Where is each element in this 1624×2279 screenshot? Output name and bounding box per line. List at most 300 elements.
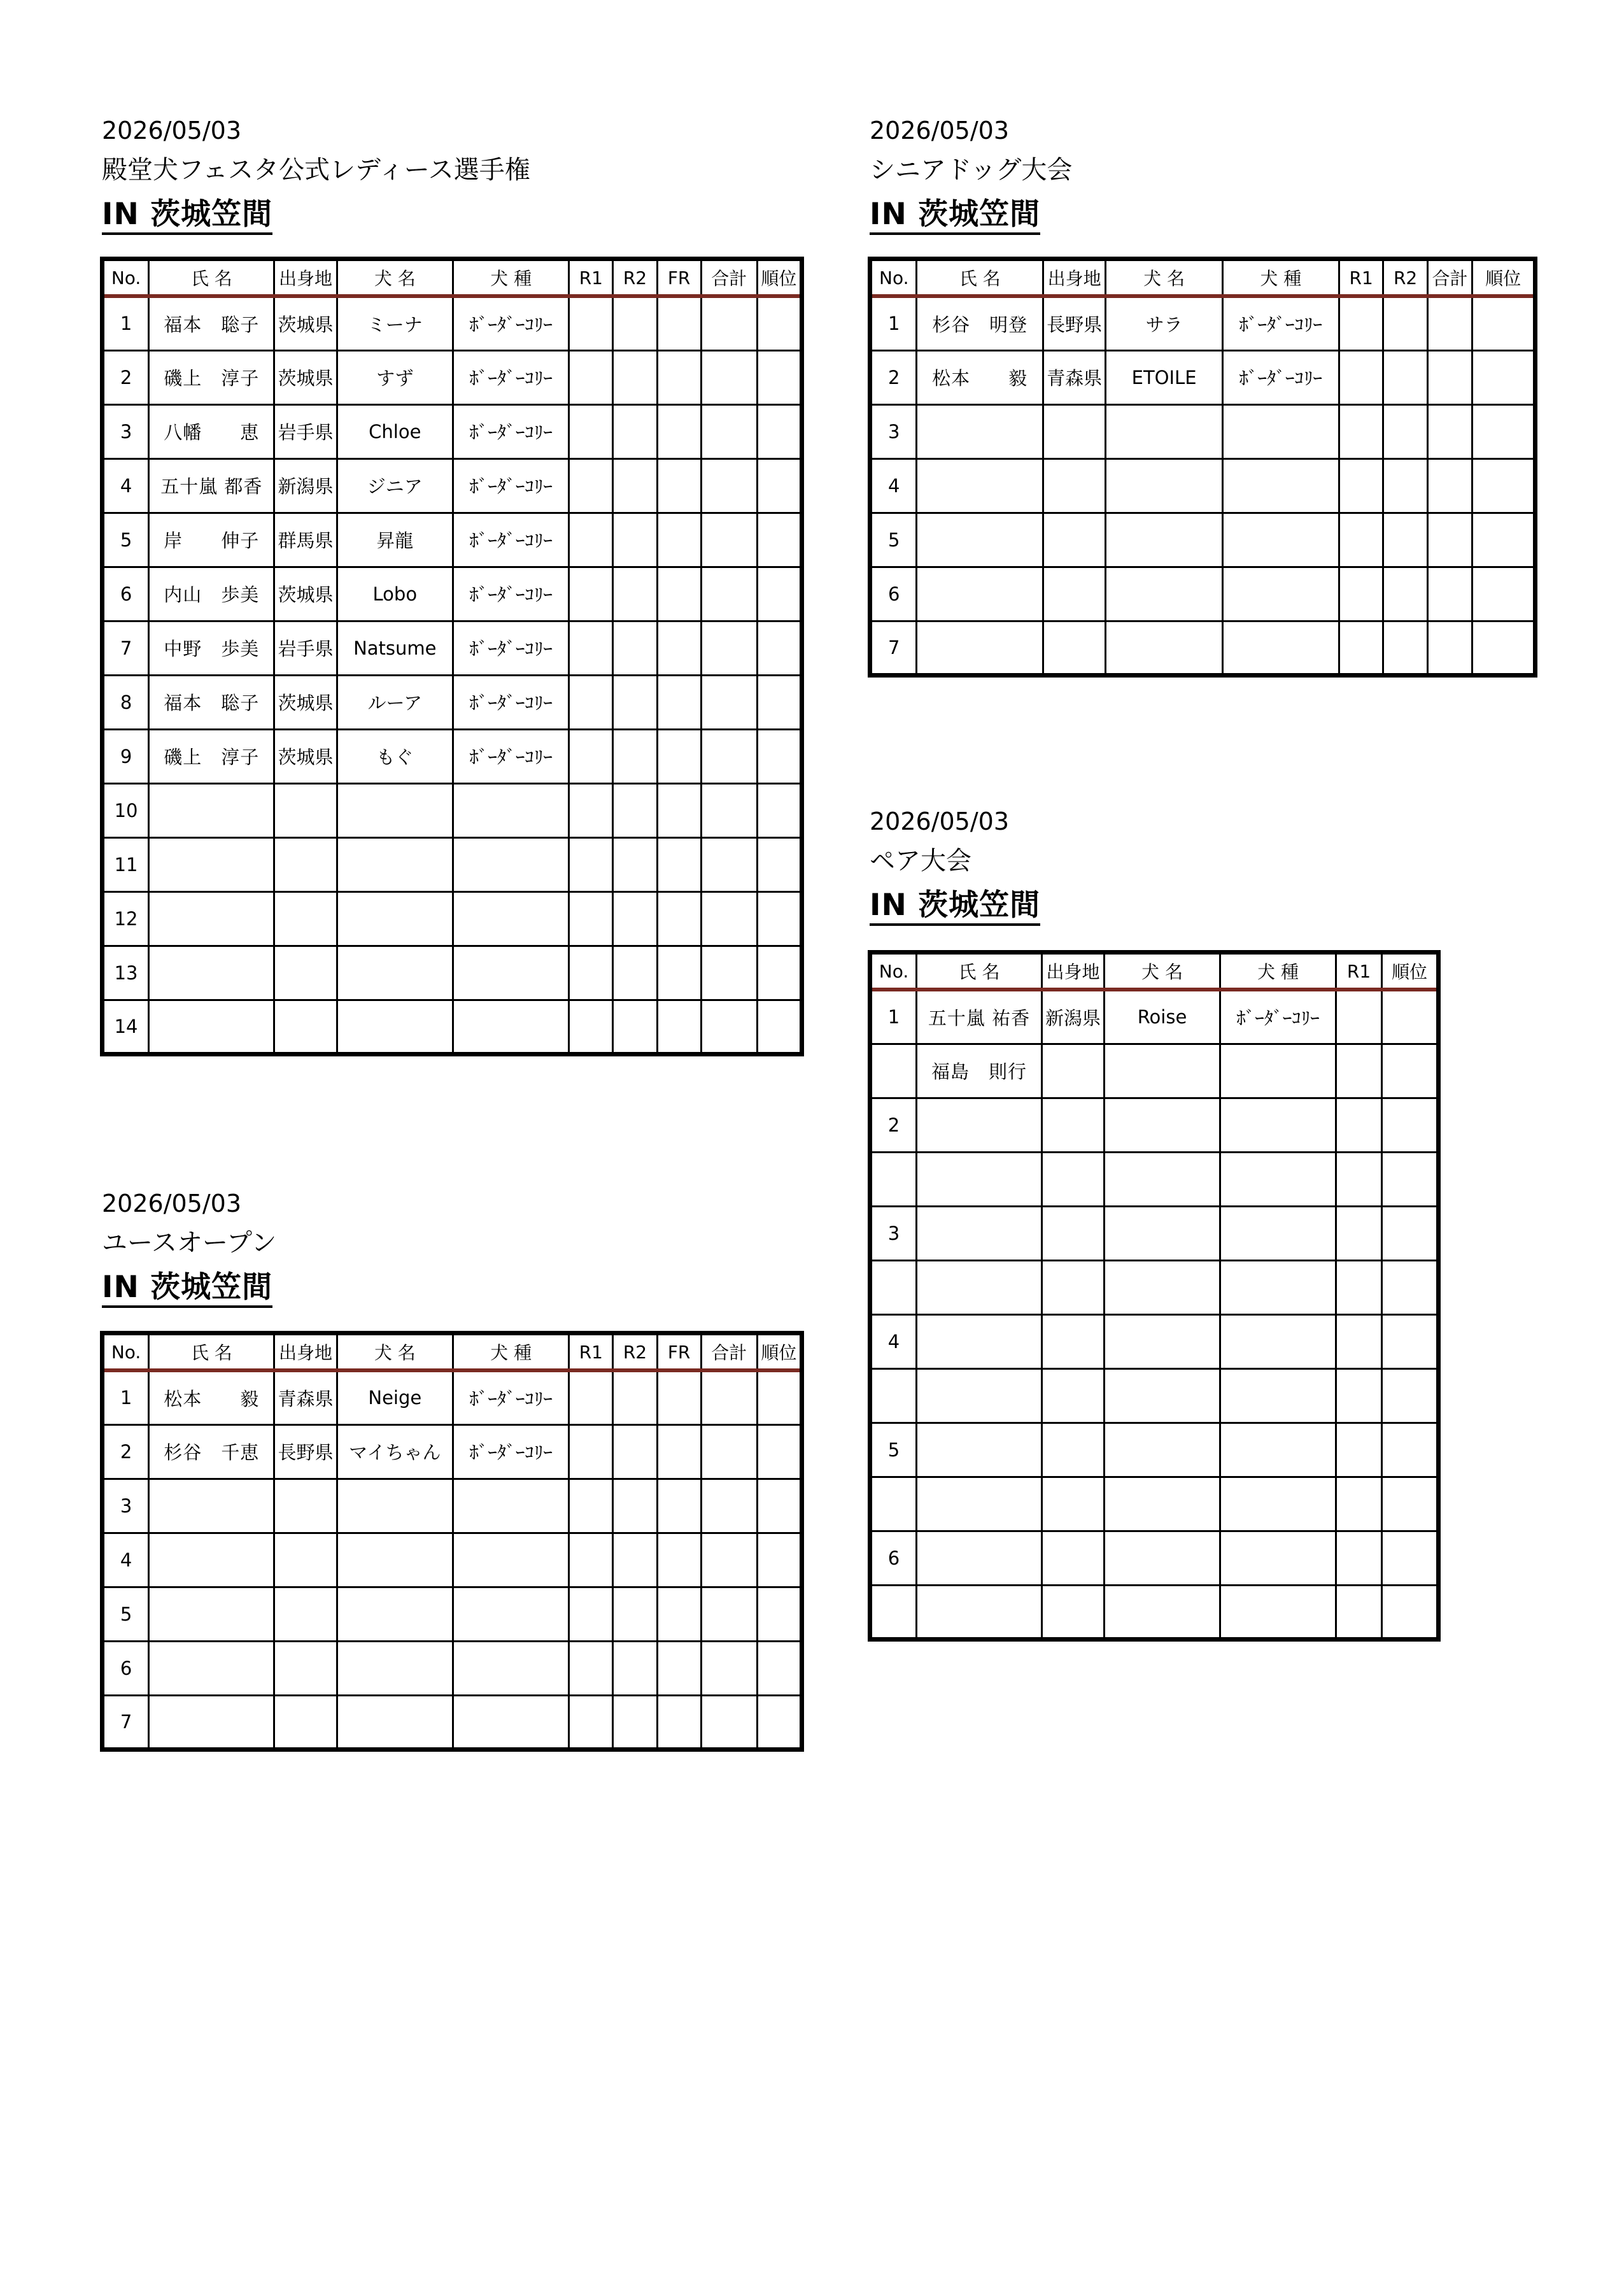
entry-breed[interactable]: ﾎﾞｰﾀﾞｰｺﾘｰ bbox=[453, 1370, 568, 1424]
entry-name[interactable]: 五十嵐 祐香 bbox=[917, 990, 1042, 1044]
entry-dog[interactable] bbox=[1105, 1531, 1220, 1585]
score-cell-fr[interactable] bbox=[657, 621, 701, 675]
score-cell-r1[interactable] bbox=[1339, 567, 1383, 621]
entry-name[interactable] bbox=[149, 946, 274, 1000]
entry-dog[interactable]: Lobo bbox=[337, 567, 453, 621]
entry-breed[interactable] bbox=[1220, 1152, 1336, 1206]
entry-dog[interactable] bbox=[1106, 567, 1222, 621]
score-cell-r2[interactable] bbox=[1383, 567, 1427, 621]
score-cell-r2[interactable] bbox=[1383, 621, 1427, 675]
score-cell-r2[interactable] bbox=[613, 567, 657, 621]
score-cell-rank[interactable] bbox=[757, 837, 801, 891]
entry-number[interactable]: 4 bbox=[102, 458, 149, 513]
entry-name[interactable] bbox=[917, 1368, 1042, 1423]
entry-dog[interactable] bbox=[1105, 1206, 1220, 1260]
score-cell-fr[interactable] bbox=[657, 1641, 701, 1695]
entry-dog[interactable]: ルーア bbox=[337, 675, 453, 729]
score-cell-r1[interactable] bbox=[569, 1424, 613, 1479]
entry-number[interactable] bbox=[870, 1368, 917, 1423]
score-cell-r2[interactable] bbox=[1383, 513, 1427, 567]
score-cell-rank[interactable] bbox=[1472, 458, 1536, 513]
entry-dog[interactable]: サラ bbox=[1106, 296, 1222, 350]
entry-name[interactable]: 磯上 淳子 bbox=[149, 729, 274, 783]
entry-breed[interactable] bbox=[453, 783, 568, 837]
entry-name[interactable] bbox=[917, 1531, 1042, 1585]
score-cell-r1[interactable] bbox=[1339, 458, 1383, 513]
entry-name[interactable] bbox=[149, 1479, 274, 1533]
entry-breed[interactable] bbox=[1220, 1423, 1336, 1477]
entry-breed[interactable] bbox=[453, 1479, 568, 1533]
score-cell-total[interactable] bbox=[1427, 567, 1472, 621]
score-cell-r1[interactable] bbox=[1336, 1152, 1382, 1206]
score-cell-r2[interactable] bbox=[613, 296, 657, 350]
entry-name[interactable]: 松本 毅 bbox=[149, 1370, 274, 1424]
entry-dog[interactable] bbox=[337, 1641, 453, 1695]
entry-origin[interactable]: 茨城県 bbox=[274, 350, 337, 404]
score-cell-rank[interactable] bbox=[757, 1587, 801, 1641]
score-cell-rank[interactable] bbox=[1472, 567, 1536, 621]
score-cell-r1[interactable] bbox=[1336, 1477, 1382, 1531]
score-cell-rank[interactable] bbox=[1382, 1477, 1439, 1531]
entry-origin[interactable] bbox=[274, 837, 337, 891]
entry-dog[interactable] bbox=[337, 1695, 453, 1749]
entry-origin[interactable]: 岩手県 bbox=[274, 621, 337, 675]
score-cell-r1[interactable] bbox=[569, 1533, 613, 1587]
entry-dog[interactable]: ジニア bbox=[337, 458, 453, 513]
entry-dog[interactable] bbox=[337, 1479, 453, 1533]
entry-origin[interactable]: 青森県 bbox=[1043, 350, 1106, 404]
entry-breed[interactable] bbox=[1220, 1206, 1336, 1260]
entry-number[interactable]: 7 bbox=[102, 1695, 149, 1749]
entry-origin[interactable] bbox=[274, 1533, 337, 1587]
score-cell-rank[interactable] bbox=[757, 513, 801, 567]
score-cell-rank[interactable] bbox=[757, 567, 801, 621]
entry-number[interactable]: 7 bbox=[870, 621, 917, 675]
entry-number[interactable]: 1 bbox=[870, 296, 917, 350]
score-cell-total[interactable] bbox=[701, 1370, 757, 1424]
entry-breed[interactable] bbox=[1220, 1585, 1336, 1639]
score-cell-total[interactable] bbox=[701, 729, 757, 783]
score-cell-r1[interactable] bbox=[1336, 990, 1382, 1044]
entry-number[interactable]: 1 bbox=[870, 990, 917, 1044]
score-cell-r1[interactable] bbox=[569, 1587, 613, 1641]
entry-dog[interactable] bbox=[337, 1587, 453, 1641]
score-cell-fr[interactable] bbox=[657, 891, 701, 946]
entry-origin[interactable]: 群馬県 bbox=[274, 513, 337, 567]
entry-number[interactable]: 9 bbox=[102, 729, 149, 783]
entry-dog[interactable]: Chloe bbox=[337, 404, 453, 458]
entry-dog[interactable] bbox=[1105, 1477, 1220, 1531]
entry-breed[interactable] bbox=[1220, 1368, 1336, 1423]
score-cell-r1[interactable] bbox=[1336, 1206, 1382, 1260]
score-cell-r1[interactable] bbox=[1336, 1044, 1382, 1098]
entry-number[interactable]: 13 bbox=[102, 946, 149, 1000]
entry-breed[interactable] bbox=[1222, 458, 1339, 513]
score-cell-r1[interactable] bbox=[1336, 1314, 1382, 1368]
score-cell-r1[interactable] bbox=[569, 296, 613, 350]
entry-number[interactable] bbox=[870, 1260, 917, 1314]
score-cell-fr[interactable] bbox=[657, 1370, 701, 1424]
entry-name[interactable] bbox=[149, 783, 274, 837]
score-cell-fr[interactable] bbox=[657, 458, 701, 513]
score-cell-fr[interactable] bbox=[657, 1695, 701, 1749]
entry-name[interactable] bbox=[917, 1260, 1042, 1314]
entry-origin[interactable] bbox=[274, 1641, 337, 1695]
entry-name[interactable] bbox=[917, 1423, 1042, 1477]
entry-name[interactable] bbox=[917, 1098, 1042, 1152]
score-cell-r1[interactable] bbox=[569, 404, 613, 458]
entry-origin[interactable]: 長野県 bbox=[274, 1424, 337, 1479]
entry-number[interactable]: 5 bbox=[102, 1587, 149, 1641]
score-cell-rank[interactable] bbox=[757, 675, 801, 729]
entry-name[interactable]: 八幡 恵 bbox=[149, 404, 274, 458]
entry-origin[interactable] bbox=[274, 1000, 337, 1054]
entry-dog[interactable] bbox=[1105, 1423, 1220, 1477]
entry-dog[interactable] bbox=[1105, 1098, 1220, 1152]
score-cell-rank[interactable] bbox=[1382, 990, 1439, 1044]
score-cell-r2[interactable] bbox=[613, 1000, 657, 1054]
score-cell-fr[interactable] bbox=[657, 783, 701, 837]
entry-number[interactable]: 3 bbox=[870, 404, 917, 458]
score-cell-r2[interactable] bbox=[613, 350, 657, 404]
score-cell-fr[interactable] bbox=[657, 350, 701, 404]
score-cell-r1[interactable] bbox=[569, 1641, 613, 1695]
entry-dog[interactable]: Roise bbox=[1105, 990, 1220, 1044]
entry-breed[interactable]: ﾎﾞｰﾀﾞｰｺﾘｰ bbox=[453, 404, 568, 458]
entry-origin[interactable] bbox=[1042, 1152, 1105, 1206]
entry-number[interactable]: 5 bbox=[870, 513, 917, 567]
entry-dog[interactable] bbox=[337, 837, 453, 891]
score-cell-r1[interactable] bbox=[1336, 1098, 1382, 1152]
entry-dog[interactable] bbox=[1105, 1044, 1220, 1098]
entry-breed[interactable] bbox=[1220, 1477, 1336, 1531]
entry-breed[interactable]: ﾎﾞｰﾀﾞｰｺﾘｰ bbox=[1222, 350, 1339, 404]
entry-breed[interactable] bbox=[453, 1533, 568, 1587]
score-cell-r2[interactable] bbox=[613, 1695, 657, 1749]
score-cell-rank[interactable] bbox=[1472, 404, 1536, 458]
entry-number[interactable] bbox=[870, 1477, 917, 1531]
entry-origin[interactable]: 新潟県 bbox=[274, 458, 337, 513]
entry-name[interactable]: 岸 伸子 bbox=[149, 513, 274, 567]
entry-number[interactable] bbox=[870, 1585, 917, 1639]
entry-breed[interactable]: ﾎﾞｰﾀﾞｰｺﾘｰ bbox=[1222, 296, 1339, 350]
score-cell-r1[interactable] bbox=[1339, 296, 1383, 350]
score-cell-r1[interactable] bbox=[569, 729, 613, 783]
entry-number[interactable]: 1 bbox=[102, 1370, 149, 1424]
entry-breed[interactable] bbox=[453, 1641, 568, 1695]
entry-name[interactable] bbox=[149, 891, 274, 946]
score-cell-r2[interactable] bbox=[1383, 404, 1427, 458]
score-cell-total[interactable] bbox=[701, 837, 757, 891]
entry-origin[interactable]: 茨城県 bbox=[274, 567, 337, 621]
score-cell-total[interactable] bbox=[701, 296, 757, 350]
score-cell-r2[interactable] bbox=[613, 1533, 657, 1587]
score-cell-rank[interactable] bbox=[1382, 1585, 1439, 1639]
entry-number[interactable]: 3 bbox=[102, 1479, 149, 1533]
score-cell-r1[interactable] bbox=[1339, 350, 1383, 404]
score-cell-r2[interactable] bbox=[613, 675, 657, 729]
score-cell-total[interactable] bbox=[1427, 404, 1472, 458]
entry-origin[interactable] bbox=[1042, 1314, 1105, 1368]
entry-name[interactable] bbox=[149, 1000, 274, 1054]
entry-number[interactable]: 3 bbox=[870, 1206, 917, 1260]
entry-breed[interactable] bbox=[453, 1000, 568, 1054]
entry-number[interactable]: 5 bbox=[870, 1423, 917, 1477]
entry-origin[interactable] bbox=[274, 1587, 337, 1641]
entry-origin[interactable] bbox=[1042, 1368, 1105, 1423]
entry-origin[interactable] bbox=[1043, 621, 1106, 675]
entry-name[interactable] bbox=[917, 1206, 1042, 1260]
score-cell-total[interactable] bbox=[1427, 621, 1472, 675]
entry-breed[interactable] bbox=[453, 837, 568, 891]
score-cell-fr[interactable] bbox=[657, 513, 701, 567]
score-cell-rank[interactable] bbox=[1472, 350, 1536, 404]
score-cell-r2[interactable] bbox=[613, 1424, 657, 1479]
score-cell-r1[interactable] bbox=[569, 458, 613, 513]
entry-origin[interactable] bbox=[1042, 1098, 1105, 1152]
score-cell-rank[interactable] bbox=[757, 1479, 801, 1533]
score-cell-rank[interactable] bbox=[757, 783, 801, 837]
score-cell-total[interactable] bbox=[1427, 296, 1472, 350]
score-cell-rank[interactable] bbox=[1382, 1206, 1439, 1260]
entry-number[interactable]: 1 bbox=[102, 296, 149, 350]
score-cell-fr[interactable] bbox=[657, 1479, 701, 1533]
entry-name[interactable]: 福本 聡子 bbox=[149, 675, 274, 729]
entry-number[interactable]: 2 bbox=[102, 1424, 149, 1479]
score-cell-r1[interactable] bbox=[1339, 404, 1383, 458]
entry-number[interactable]: 6 bbox=[870, 567, 917, 621]
score-cell-fr[interactable] bbox=[657, 404, 701, 458]
entry-origin[interactable] bbox=[1042, 1477, 1105, 1531]
entry-name[interactable] bbox=[917, 1585, 1042, 1639]
score-cell-r2[interactable] bbox=[1383, 296, 1427, 350]
entry-origin[interactable] bbox=[274, 783, 337, 837]
score-cell-r2[interactable] bbox=[613, 1370, 657, 1424]
score-cell-fr[interactable] bbox=[657, 729, 701, 783]
score-cell-rank[interactable] bbox=[757, 404, 801, 458]
score-cell-total[interactable] bbox=[701, 675, 757, 729]
score-cell-total[interactable] bbox=[701, 891, 757, 946]
score-cell-rank[interactable] bbox=[757, 1424, 801, 1479]
score-cell-total[interactable] bbox=[701, 1641, 757, 1695]
entry-name[interactable] bbox=[149, 1695, 274, 1749]
score-cell-fr[interactable] bbox=[657, 675, 701, 729]
score-cell-r1[interactable] bbox=[1339, 513, 1383, 567]
entry-origin[interactable] bbox=[1043, 458, 1106, 513]
score-cell-rank[interactable] bbox=[757, 296, 801, 350]
entry-origin[interactable]: 青森県 bbox=[274, 1370, 337, 1424]
entry-breed[interactable]: ﾎﾞｰﾀﾞｰｺﾘｰ bbox=[1220, 990, 1336, 1044]
entry-dog[interactable] bbox=[1106, 458, 1222, 513]
entry-origin[interactable]: 茨城県 bbox=[274, 675, 337, 729]
score-cell-r2[interactable] bbox=[613, 1641, 657, 1695]
score-cell-r1[interactable] bbox=[569, 350, 613, 404]
entry-breed[interactable] bbox=[453, 1587, 568, 1641]
score-cell-r1[interactable] bbox=[569, 946, 613, 1000]
score-cell-total[interactable] bbox=[701, 1000, 757, 1054]
score-cell-rank[interactable] bbox=[757, 1641, 801, 1695]
score-cell-rank[interactable] bbox=[1382, 1044, 1439, 1098]
entry-number[interactable] bbox=[870, 1152, 917, 1206]
entry-number[interactable]: 3 bbox=[102, 404, 149, 458]
entry-name[interactable]: 杉谷 千恵 bbox=[149, 1424, 274, 1479]
score-cell-total[interactable] bbox=[701, 783, 757, 837]
entry-dog[interactable] bbox=[1106, 513, 1222, 567]
score-cell-r2[interactable] bbox=[613, 1479, 657, 1533]
entry-dog[interactable]: すず bbox=[337, 350, 453, 404]
entry-name[interactable] bbox=[917, 404, 1043, 458]
entry-dog[interactable]: ETOILE bbox=[1106, 350, 1222, 404]
entry-dog[interactable] bbox=[1105, 1585, 1220, 1639]
entry-breed[interactable]: ﾎﾞｰﾀﾞｰｺﾘｰ bbox=[453, 621, 568, 675]
score-cell-r1[interactable] bbox=[569, 513, 613, 567]
score-cell-r2[interactable] bbox=[613, 783, 657, 837]
entry-name[interactable] bbox=[917, 1477, 1042, 1531]
entry-number[interactable]: 6 bbox=[870, 1531, 917, 1585]
score-cell-total[interactable] bbox=[701, 567, 757, 621]
score-cell-r1[interactable] bbox=[569, 567, 613, 621]
entry-number[interactable]: 11 bbox=[102, 837, 149, 891]
entry-number[interactable]: 7 bbox=[102, 621, 149, 675]
score-cell-r1[interactable] bbox=[569, 1370, 613, 1424]
entry-breed[interactable] bbox=[1220, 1314, 1336, 1368]
score-cell-fr[interactable] bbox=[657, 1587, 701, 1641]
entry-number[interactable]: 10 bbox=[102, 783, 149, 837]
score-cell-r1[interactable] bbox=[569, 891, 613, 946]
entry-origin[interactable] bbox=[1042, 1423, 1105, 1477]
entry-origin[interactable] bbox=[274, 946, 337, 1000]
score-cell-total[interactable] bbox=[701, 350, 757, 404]
entry-breed[interactable] bbox=[1222, 567, 1339, 621]
entry-name[interactable]: 福本 聡子 bbox=[149, 296, 274, 350]
score-cell-r2[interactable] bbox=[613, 404, 657, 458]
score-cell-r2[interactable] bbox=[613, 458, 657, 513]
score-cell-r1[interactable] bbox=[569, 837, 613, 891]
entry-number[interactable]: 6 bbox=[102, 1641, 149, 1695]
entry-origin[interactable] bbox=[1042, 1260, 1105, 1314]
score-cell-rank[interactable] bbox=[757, 458, 801, 513]
entry-number[interactable]: 5 bbox=[102, 513, 149, 567]
entry-dog[interactable] bbox=[1106, 404, 1222, 458]
score-cell-r2[interactable] bbox=[1383, 350, 1427, 404]
entry-dog[interactable]: 昇龍 bbox=[337, 513, 453, 567]
score-cell-rank[interactable] bbox=[757, 946, 801, 1000]
score-cell-r1[interactable] bbox=[1336, 1585, 1382, 1639]
score-cell-r2[interactable] bbox=[613, 621, 657, 675]
score-cell-r1[interactable] bbox=[569, 783, 613, 837]
entry-name[interactable]: 五十嵐 都香 bbox=[149, 458, 274, 513]
entry-number[interactable]: 4 bbox=[870, 1314, 917, 1368]
entry-origin[interactable] bbox=[1043, 404, 1106, 458]
score-cell-total[interactable] bbox=[701, 1424, 757, 1479]
entry-name[interactable] bbox=[917, 1152, 1042, 1206]
entry-name[interactable]: 杉谷 明登 bbox=[917, 296, 1043, 350]
entry-number[interactable]: 2 bbox=[102, 350, 149, 404]
score-cell-rank[interactable] bbox=[1382, 1098, 1439, 1152]
entry-name[interactable] bbox=[149, 1533, 274, 1587]
entry-breed[interactable] bbox=[1222, 621, 1339, 675]
score-cell-r1[interactable] bbox=[569, 1695, 613, 1749]
entry-number[interactable] bbox=[870, 1044, 917, 1098]
score-cell-rank[interactable] bbox=[757, 1370, 801, 1424]
entry-name[interactable]: 磯上 淳子 bbox=[149, 350, 274, 404]
score-cell-fr[interactable] bbox=[657, 567, 701, 621]
entry-origin[interactable] bbox=[1042, 1206, 1105, 1260]
entry-dog[interactable] bbox=[337, 891, 453, 946]
entry-breed[interactable] bbox=[1220, 1260, 1336, 1314]
entry-dog[interactable] bbox=[337, 946, 453, 1000]
entry-dog[interactable]: もぐ bbox=[337, 729, 453, 783]
score-cell-r1[interactable] bbox=[1336, 1423, 1382, 1477]
score-cell-r1[interactable] bbox=[1336, 1368, 1382, 1423]
entry-name[interactable]: 内山 歩美 bbox=[149, 567, 274, 621]
entry-breed[interactable]: ﾎﾞｰﾀﾞｰｺﾘｰ bbox=[453, 296, 568, 350]
score-cell-rank[interactable] bbox=[1382, 1260, 1439, 1314]
score-cell-r1[interactable] bbox=[569, 1000, 613, 1054]
score-cell-total[interactable] bbox=[701, 404, 757, 458]
score-cell-total[interactable] bbox=[701, 1695, 757, 1749]
score-cell-rank[interactable] bbox=[757, 1695, 801, 1749]
entry-breed[interactable] bbox=[453, 891, 568, 946]
score-cell-fr[interactable] bbox=[657, 1533, 701, 1587]
entry-name[interactable] bbox=[917, 513, 1043, 567]
entry-origin[interactable] bbox=[274, 1695, 337, 1749]
entry-name[interactable] bbox=[149, 1641, 274, 1695]
entry-breed[interactable]: ﾎﾞｰﾀﾞｰｺﾘｰ bbox=[453, 350, 568, 404]
entry-breed[interactable] bbox=[1222, 404, 1339, 458]
score-cell-r1[interactable] bbox=[1336, 1260, 1382, 1314]
score-cell-rank[interactable] bbox=[757, 1533, 801, 1587]
score-cell-rank[interactable] bbox=[1382, 1531, 1439, 1585]
entry-number[interactable]: 14 bbox=[102, 1000, 149, 1054]
entry-breed[interactable] bbox=[453, 946, 568, 1000]
entry-origin[interactable] bbox=[1042, 1531, 1105, 1585]
entry-breed[interactable]: ﾎﾞｰﾀﾞｰｺﾘｰ bbox=[453, 675, 568, 729]
entry-number[interactable]: 4 bbox=[102, 1533, 149, 1587]
entry-number[interactable]: 6 bbox=[102, 567, 149, 621]
entry-breed[interactable] bbox=[453, 1695, 568, 1749]
entry-breed[interactable] bbox=[1222, 513, 1339, 567]
entry-breed[interactable]: ﾎﾞｰﾀﾞｰｺﾘｰ bbox=[453, 567, 568, 621]
entry-name[interactable] bbox=[917, 567, 1043, 621]
entry-number[interactable]: 8 bbox=[102, 675, 149, 729]
score-cell-r2[interactable] bbox=[613, 891, 657, 946]
score-cell-fr[interactable] bbox=[657, 837, 701, 891]
entry-origin[interactable] bbox=[274, 891, 337, 946]
entry-number[interactable]: 12 bbox=[102, 891, 149, 946]
entry-name[interactable]: 中野 歩美 bbox=[149, 621, 274, 675]
entry-number[interactable]: 4 bbox=[870, 458, 917, 513]
entry-name[interactable] bbox=[149, 1587, 274, 1641]
entry-dog[interactable]: Neige bbox=[337, 1370, 453, 1424]
entry-origin[interactable]: 新潟県 bbox=[1042, 990, 1105, 1044]
entry-name[interactable] bbox=[917, 458, 1043, 513]
score-cell-r1[interactable] bbox=[569, 675, 613, 729]
entry-origin[interactable]: 長野県 bbox=[1043, 296, 1106, 350]
score-cell-total[interactable] bbox=[701, 458, 757, 513]
score-cell-r2[interactable] bbox=[613, 946, 657, 1000]
entry-dog[interactable] bbox=[337, 783, 453, 837]
score-cell-r1[interactable] bbox=[1339, 621, 1383, 675]
entry-dog[interactable] bbox=[337, 1533, 453, 1587]
entry-dog[interactable]: マイちゃん bbox=[337, 1424, 453, 1479]
score-cell-total[interactable] bbox=[701, 621, 757, 675]
entry-breed[interactable] bbox=[1220, 1098, 1336, 1152]
entry-dog[interactable] bbox=[1105, 1314, 1220, 1368]
entry-breed[interactable]: ﾎﾞｰﾀﾞｰｺﾘｰ bbox=[453, 729, 568, 783]
score-cell-fr[interactable] bbox=[657, 946, 701, 1000]
entry-dog[interactable]: Natsume bbox=[337, 621, 453, 675]
